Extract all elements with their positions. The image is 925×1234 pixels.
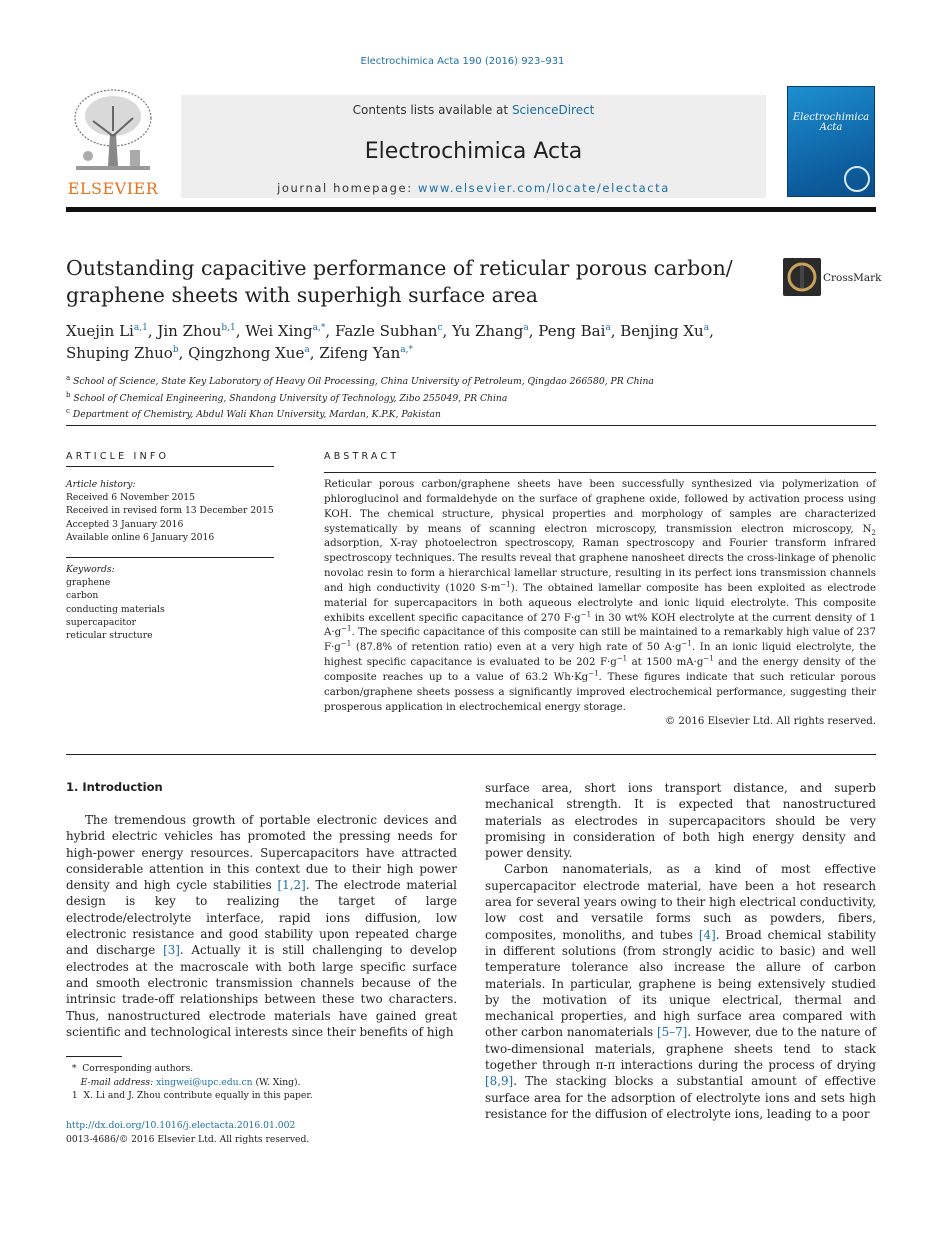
- homepage-link[interactable]: www.elsevier.com/locate/electacta: [417, 181, 670, 195]
- author-line-1: [66, 320, 866, 342]
- author[interactable]: Xuejin Li: [66, 322, 134, 340]
- affil-text: Department of Chemistry, Abdul Wali Khan University, Mardan, K.P.K, Pakistan: [72, 409, 441, 421]
- author-separator: ,: [610, 322, 621, 340]
- paragraph: The tremendous growth of portable electronic devices and hybrid electric vehicles has promoted the pressing needs for high-power energy resources. Supercapacitors have attracted considerable attention in this context due to their high power density and high cycle stabilities [1,2]. The electrode material design is key to realizing the target of large electrode/electrolyte interface, rapid ions diffusion, low electronic resistance and good stability upon repeated charge and discharge [3]. Actually it is still challenging to develop electrodes at the macroscale with both large specific surface and smooth electronic transmission channels because of the intrinsic trade-off relationships between these two characters. Thus, nanostructured electrode materials have gained great scientific and technological interests since their benefits of high: [66, 813, 457, 1039]
- abstract-copyright: © 2016 Elsevier Ltd. All rights reserved.: [664, 716, 876, 727]
- section-heading-introduction: 1. Introduction: [66, 780, 163, 794]
- elsevier-wordmark: ELSEVIER: [67, 179, 159, 198]
- history-item: Accepted 3 January 2016: [66, 518, 184, 530]
- author-affil-sup[interactable]: b,1: [221, 323, 236, 333]
- author-affil-sup[interactable]: a,1: [133, 323, 148, 333]
- journal-name: Electrochimica Acta: [364, 139, 583, 164]
- elsevier-tree-icon: [68, 86, 158, 178]
- author[interactable]: Yu Zhang: [452, 322, 524, 340]
- journal-citation[interactable]: Electrochimica Acta 190 (2016) 923–931: [360, 56, 565, 67]
- reference-link[interactable]: [3]: [163, 943, 180, 958]
- doi-block: [66, 1119, 309, 1146]
- keyword-item: reticular structure: [66, 630, 153, 642]
- paragraph-continued: surface area, short ions transport distance, and superb mechanical strength. It is expected that nanostructured materials as electrodes in supercapacitors should be very promising in consideration of both high energy density and power density.: [485, 781, 876, 861]
- author-separator: ,: [235, 322, 246, 340]
- history-item: Received 6 November 2015: [66, 492, 195, 504]
- article-title: [66, 255, 756, 309]
- author-separator: ,: [147, 322, 158, 340]
- footnote-equal: 1 X. Li and J. Zhou contribute equally in this paper.: [71, 1090, 313, 1101]
- author[interactable]: Peng Bai: [538, 322, 606, 340]
- author[interactable]: Fazle Subhan: [334, 322, 438, 340]
- abstract-heading: ABSTRACT: [324, 451, 400, 462]
- author-affil-sup[interactable]: a: [304, 345, 310, 355]
- author-line-2: [66, 342, 866, 364]
- author-separator: ,: [309, 344, 320, 362]
- author-affil-sup[interactable]: a,*: [312, 323, 326, 333]
- doi-link[interactable]: http://dx.doi.org/10.1016/j.electacta.2016.01.002: [66, 1120, 296, 1131]
- header-rule: [66, 207, 876, 212]
- contents-line: [181, 103, 766, 117]
- abstract-top-rule: [324, 472, 876, 473]
- homepage-line: [181, 181, 766, 195]
- paragraph: Carbon nanomaterials, as a kind of most effective supercapacitor electrode material, have been a hot research area for several years owing to their high electrical conductivity, low cost and versatile forms such as powders, fibers, composites, monoliths, and tubes [4]. Broad chemical stability in different solutions (from strongly acidic to basic) and well temperature tolerance also increase the allure of carbon materials. In particular, graphene is being extensively studied by the motivation of its unique electrical, thermal and mechanical properties, and high surface area compared with other carbon nanomaterials [5–7]. However, due to the nature of two-dimensional materials, graphene sheets tend to stack together through π-π interactions during the process of drying [8,9]. The stacking blocks a substantial amount of effective surface area for the adsorption of electrolyte ions and sets high resistance for the diffusion of electrolyte ions, leading to a poor: [485, 862, 877, 1121]
- body-column-right: [485, 780, 876, 1122]
- reference-link[interactable]: [5–7]: [656, 1025, 688, 1040]
- homepage-prefix: journal homepage:: [277, 181, 418, 195]
- author[interactable]: Qingzhong Xue: [188, 344, 305, 362]
- author-affil-sup[interactable]: a,*: [400, 345, 414, 355]
- body-column-left: [66, 812, 457, 1040]
- affiliations: [66, 372, 876, 422]
- affil-text: School of Chemical Engineering, Shandong University of Technology, Zibo 255049, PR China: [73, 392, 508, 404]
- author-separator: ,: [442, 322, 453, 340]
- elsevier-logo[interactable]: [66, 86, 160, 198]
- sciencedirect-link[interactable]: ScienceDirect: [511, 103, 595, 117]
- author-separator: ,: [528, 322, 539, 340]
- cover-title: Electrochimica Acta: [792, 112, 870, 133]
- affiliation-item: [66, 372, 876, 389]
- keyword-item: conducting materials: [66, 603, 165, 615]
- keywords: [66, 563, 274, 642]
- keyword-item: supercapacitor: [66, 616, 137, 628]
- author-separator: ,: [325, 322, 335, 340]
- author-affil-sup[interactable]: a: [703, 323, 710, 333]
- author-affil-sup[interactable]: b: [172, 345, 179, 355]
- article-history: [66, 478, 274, 544]
- author-affil-sup[interactable]: a: [605, 323, 611, 333]
- reference-link[interactable]: [1,2]: [277, 878, 306, 893]
- title-line-2: graphene sheets with superhigh surface area: [66, 283, 538, 307]
- author[interactable]: Jin Zhou: [157, 322, 222, 340]
- reference-link[interactable]: [4]: [698, 927, 716, 942]
- crossmark-label: CrossMark: [823, 272, 882, 284]
- footnote-corresponding: * Corresponding authors.: [71, 1063, 194, 1074]
- author-list: [66, 320, 866, 364]
- info-mid-rule: [66, 557, 274, 558]
- author-separator: ,: [178, 344, 189, 362]
- masthead: [66, 86, 876, 198]
- abstract-text: Reticular porous carbon/graphene sheets have been successfully synthesized via polymerization of phloroglucinol and formaldehyde on the surface of graphene oxide, followed by activation process using KOH. The chemical structure, physical properties and morphology of samples are characterized systematically by means of scanning electron microscopy, transmission electron microscopy, $N_2$ adsorption, X-ray photoelectron spectroscopy, Raman spectroscopy and Fourier transform infrared spectroscopy techniques. The results reveal that graphene nanosheet directs the cross-linkage of phenolic novolac resin to form a hierarchical lamellar structure, resulting in its perfect ions transmission channels and high conductivity (1020 $S\cdot m^{-1}$). The obtained lamellar composite has been exploited as electrode material for supercapacitors in both aqueous electrolyte and ionic liquid electrolyte. This composite exhibits excellent specific capacitance of 270 $F\cdot g^{-1}$ in 30 wt% KOH electrolyte at the current density of 1 $A\cdot g^{-1}$. The specific capacitance of this composite can still be maintained to a remarkably high value of 237 $F\cdot g^{-1}$ (87.8% of retention ratio) even at a very high rate of 50 $A\cdot g^{-1}$. In an ionic liquid electrolyte, the highest specific capacitance is evaluated to be 202 $F\cdot g^{-1}$ at 1500 $mA\cdot g^{-1}$ and the energy density of the composite reaches up to a value of 63.2 $Wh\cdot Kg^{-1}$. These figures indicate that such reticular porous carbon/graphene sheets possess a significantly improved electrochemical performance, suggesting their prosperous application in electrochemical energy storage.: [324, 479, 877, 713]
- affil-text: School of Science, State Key Laboratory of Heavy Oil Processing, China University of Petroleum, Qingdao 266580, PR China: [73, 376, 654, 388]
- affiliation-item: [66, 405, 876, 422]
- info-top-rule: [66, 466, 274, 467]
- keyword-item: graphene: [66, 577, 111, 589]
- article-info-heading: ARTICLE INFO: [66, 451, 170, 462]
- contents-prefix: Contents lists available at: [352, 103, 512, 117]
- author-affil-sup[interactable]: c: [437, 323, 443, 333]
- author[interactable]: Shuping Zhuo: [66, 344, 173, 362]
- title-line-1: Outstanding capacitive performance of reticular porous carbon/: [66, 256, 733, 280]
- author[interactable]: Zifeng Yan: [319, 344, 401, 362]
- author-affil-sup[interactable]: a: [523, 323, 529, 333]
- abstract-bottom-rule: [66, 754, 876, 755]
- journal-cover[interactable]: [787, 86, 875, 197]
- affiliation-item: [66, 389, 876, 406]
- journal-banner: [181, 95, 766, 198]
- history-item: Available online 6 January 2016: [66, 531, 215, 543]
- reference-link[interactable]: [8,9]: [485, 1074, 514, 1089]
- footnotes: [66, 1062, 461, 1103]
- footnote-rule: [66, 1056, 122, 1057]
- affiliations-rule: [66, 425, 876, 426]
- affil-marker: b: [66, 390, 71, 399]
- footnote-email: E-mail address: xingwei@upc.edu.cn (W. Xing).: [80, 1076, 301, 1088]
- cover-badge-icon: [844, 166, 870, 192]
- issn-line: 0013-4686/© 2016 Elsevier Ltd. All rights reserved.: [66, 1133, 310, 1145]
- crossmark-badge[interactable]: [783, 258, 883, 298]
- keyword-item: carbon: [66, 590, 99, 602]
- affil-marker: c: [66, 407, 70, 416]
- crossmark-icon: [783, 258, 821, 296]
- author[interactable]: Wei Xing: [245, 322, 313, 340]
- affil-marker: a: [66, 374, 71, 382]
- history-item: Received in revised form 13 December 2015: [66, 505, 274, 517]
- author-separator: ,: [709, 322, 714, 340]
- keywords-label: Keywords:: [66, 564, 115, 575]
- history-label: Article history:: [66, 479, 136, 490]
- email-link[interactable]: xingwei@upc.edu.cn: [156, 1076, 253, 1088]
- author[interactable]: Benjing Xu: [620, 322, 704, 340]
